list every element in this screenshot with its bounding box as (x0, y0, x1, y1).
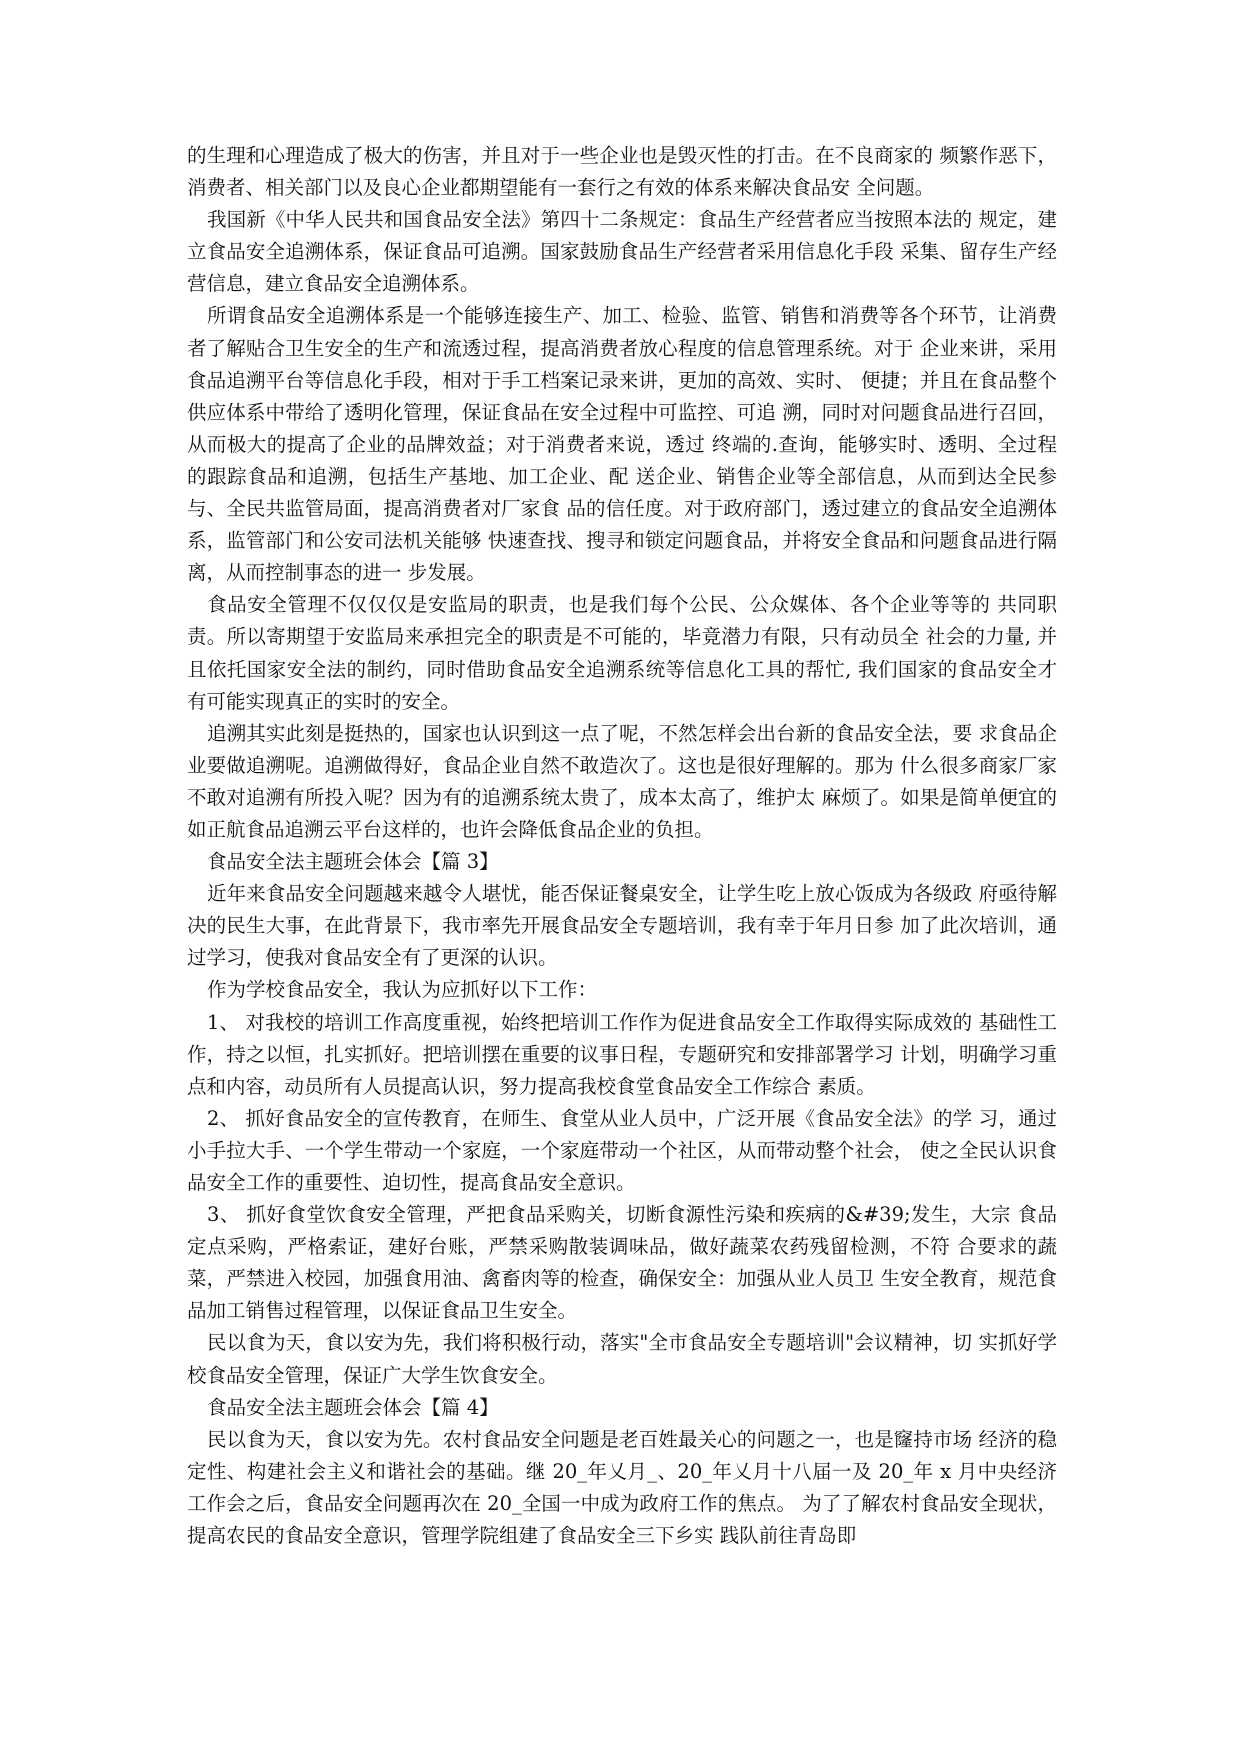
paragraph-4: 食品安全管理不仅仅仅是安监局的职责，也是我们每个公民、公众媒体、各个企业等等的 共同职责。所以寄期望于安监局来承担完全的职责是不可能的，毕竟潜力有限，只有动员全 社会的力量, 并且依托国家安全法的制约，同时借助食品安全追溯系统等信息化工具的帮忙, 我们国家的食品安全才有可能实现真正的实时的安全。 (187, 593, 1057, 713)
list-item-3: 3、 抓好食堂饮食安全管理，严把食品采购关，切断食源性污染和疾病的&#39;发生，大宗 食品定点采购，严格索证，建好台账，严禁采购散装调味品，做好蔬菜农药残留检测，不符 合要求的蔬菜，严禁进入校园，加强食用油、禽畜肉等的检查，确保安全：加强从业人员卫 生安全教育，规范食品加工销售过程管理，以保证食品卫生安全。 (187, 1203, 1057, 1323)
paragraph-2: 我国新《中华人民共和国食品安全法》第四十二条规定：食品生产经营者应当按照本法的 规定，建立食品安全追溯体系，保证食品可追溯。国家鼓励食品生产经营者采用信息化手段 采集、留存生产经营信息，建立食品安全追溯体系。 (187, 208, 1057, 296)
list-item-1: 1、 对我校的培训工作高度重视，始终把培训工作作为促进食品安全工作取得实际成效的 基础性工作，持之以恒，扎实抓好。把培训摆在重要的议事日程，专题研究和安排部署学习 计划，明确学习重点和内容，动员所有人员提高认识，努力提高我校食堂食品安全工作综合 素质。 (187, 1010, 1057, 1098)
paragraph-3: 所谓食品安全追溯体系是一个能够连接生产、加工、检验、监管、销售和消费等各个环节，让消费者了解贴合卫生安全的生产和流透过程，提高消费者放心程度的信息管理系统。对于 企业来讲，采用食品追溯平台等信息化手段，相对于手工档案记录来讲，更加的高效、实时、 便捷；并且在食品整个供应体系中带给了透明化管理，保证食品在安全过程中可监控、可追 溯，同时对问题食品进行召回，从而极大的提高了企业的品牌效益；对于消费者来说，透过 终端的.查询，能够实时、透明、全过程的跟踪食品和追溯，包括生产基地、加工企业、配 送企业、销售企业等全部信息，从而到达全民参与、全民共监管局面，提高消费者对厂家食 品的信任度。对于政府部门，透过建立的食品安全追溯体系，监管部门和公安司法机关能够 快速查找、搜寻和锁定问题食品，并将安全食品和问题食品进行隔离，从而控制事态的进一 步发展。 (187, 304, 1057, 585)
paragraph-6: 近年来食品安全问题越来越令人堪忧，能否保证餐桌安全，让学生吃上放心饭成为各级政 府亟待解决的民生大事，在此背景下，我市率先开展食品安全专题培训，我有幸于年月日参 加了此次培训，通过学习，使我对食品安全有了更深的认识。 (187, 882, 1057, 970)
paragraph-8: 民以食为天，食以安为先，我们将积极行动，落实"全市食品安全专题培训"会议精神，切 实抓好学校食品安全管理，保证广大学生饮食安全。 (187, 1331, 1057, 1387)
paragraph-1: 的生理和心理造成了极大的伤害，并且对于一些企业也是毁灭性的打击。在不良商家的 频繁作恶下，消费者、相关部门以及良心企业都期望能有一套行之有效的体系来解决食品安 全问题。 (187, 144, 1057, 200)
section-heading-part-3: 食品安全法主题班会体会【篇 3】 (207, 850, 499, 874)
section-heading-part-4: 食品安全法主题班会体会【篇 4】 (207, 1395, 499, 1419)
document-body (187, 140, 1057, 1552)
paragraph-5: 追溯其实此刻是挺热的，国家也认识到这一点了呢，不然怎样会出台新的食品安全法，要 求食品企业要做追溯呢。追溯做得好，食品企业自然不敢造次了。这也是很好理解的。那为 什么很多商家厂家不敢对追溯有所投入呢？因为有的追溯系统太贵了，成本太高了，维护太 麻烦了。如果是简单便宜的如正航食品追溯云平台这样的，也许会降低食品企业的负担。 (187, 721, 1057, 841)
paragraph-7: 作为学校食品安全，我认为应抓好以下工作： (207, 978, 598, 1002)
list-item-2: 2、 抓好食品安全的宣传教育，在师生、食堂从业人员中，广泛开展《食品安全法》的学 习，通过小手拉大手、一个学生带动一个家庭，一个家庭带动一个社区，从而带动整个社会， 使之全民认识食品安全工作的重要性、迫切性，提高食品安全意识。 (187, 1106, 1057, 1194)
paragraph-9: 民以食为天，食以安为先。农村食品安全问题是老百姓最关心的问题之一，也是窿持市场 经济的稳定性、构建社会主义和谐社会的基础。继 20_年乂月_、20_年乂月十八届一及 20_年 x 月中央经济工作会之后，食品安全问题再次在 20_全国一中成为政府工作的焦点。 为了了解农村食品安全现状，提高农民的食品安全意识，管理学院组建了食品安全三下乡实 践队前往青岛即 (187, 1427, 1057, 1548)
